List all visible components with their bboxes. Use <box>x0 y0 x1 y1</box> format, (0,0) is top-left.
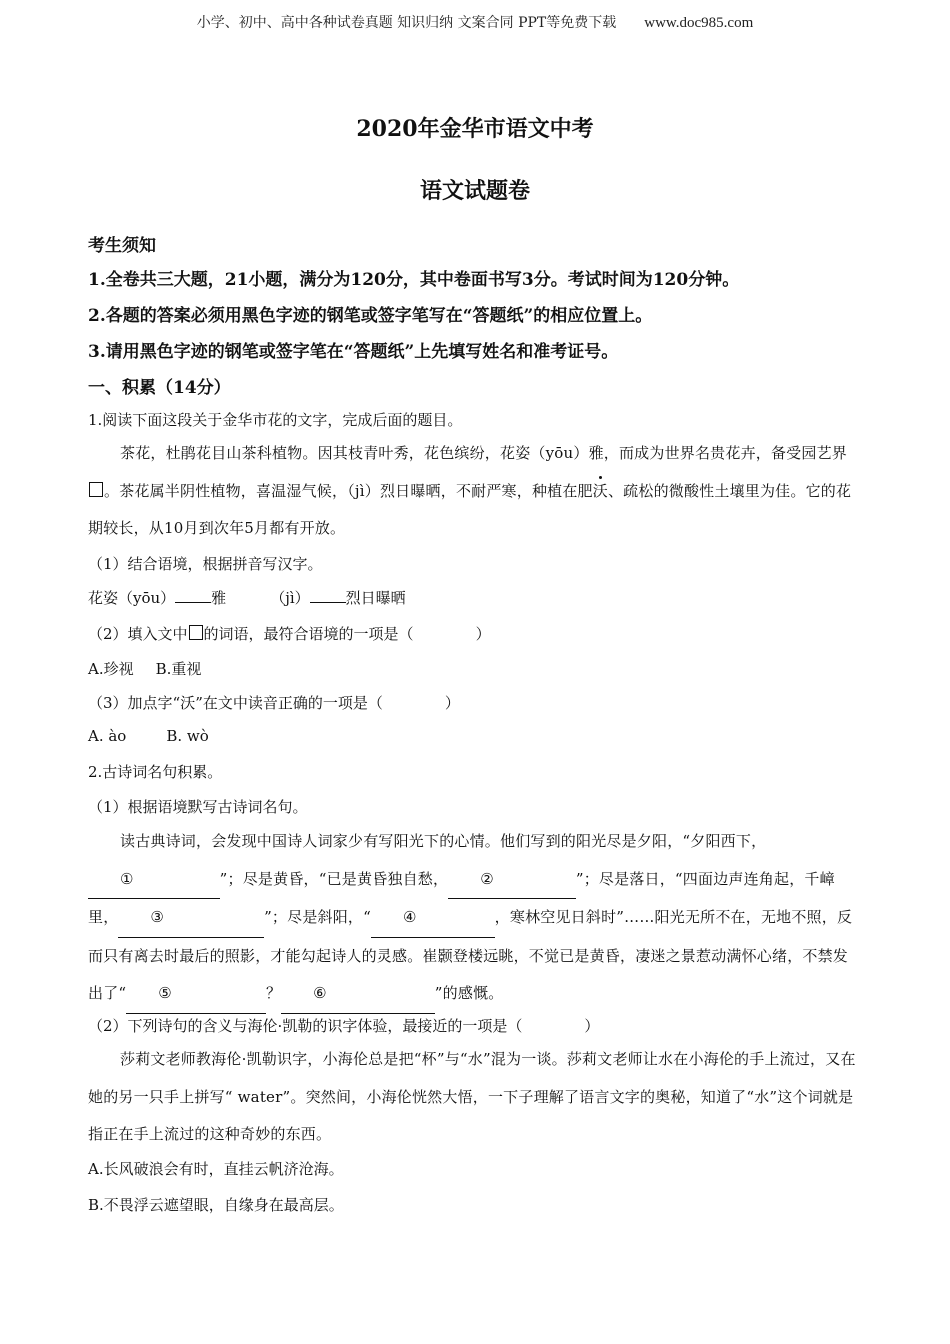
question-1-stem: 1.阅读下面这段关于金华市花的文字，完成后面的题目。 <box>88 411 463 429</box>
question-1-sub3-options: A. ào B. wò <box>88 727 209 745</box>
blank-4[interactable]: ④ <box>371 899 495 938</box>
question-2-sub1: （1）根据语境默写古诗词名句。 <box>88 798 308 816</box>
notice-item: 1.全卷共三大题，21小题，满分为120分，其中卷面书写3分。考试时间为120分钟。 <box>88 270 740 290</box>
blank-1[interactable]: ① <box>88 861 220 900</box>
header-url[interactable]: www.doc985.com <box>644 15 754 31</box>
blank-box <box>89 482 103 497</box>
blank-2[interactable]: ② <box>448 861 576 900</box>
question-2-passage: 读古典诗词，会发现中国诗人词家少有写阳光下的心情。他们写到的阳光尽是夕阳，“夕阳西下，① ”；尽是黄昏，“已是黄昏独自愁， ② ”；尽是落日，“四面边声连角起，千嶂里， ③ ”；尽是斜阳，“ ④ ，寒林空见日斜时”……阳光无所不在，无地不照，反而只有离去时最后的照影，才能勾起诗人的灵感。崔颢登楼远眺，不觉已是黄昏，凄迷之景惹动满怀心绪，不禁发出了“ ⑤ ？ ⑥ ”的感慨。 <box>88 823 862 1014</box>
blank-3[interactable]: ③ <box>118 899 264 938</box>
blank-6[interactable]: ⑥ <box>281 975 435 1014</box>
question-1-passage: 茶花，杜鹃花目山茶科植物。因其枝青叶秀，花色缤纷，花姿（yōu）雅，而成为世界名贵花卉，备受园艺界。茶花属半阴性植物，喜温湿气候，（jì）烈日曝晒，不耐严寒，种植在肥沃、疏松的微酸性土壤里为佳。它的花期较长，从10月到次年5月都有开放。 <box>88 444 852 537</box>
exam-title: 2020年金华市语文中考 <box>356 116 594 142</box>
notice-heading: 考生须知 <box>88 236 156 256</box>
question-1-sub1-answers: 花姿（yōu） 雅 （jì） 烈日曝晒 <box>88 589 406 607</box>
blank-box <box>189 625 203 640</box>
blank-5[interactable]: ⑤ <box>126 975 266 1014</box>
answer-blank[interactable] <box>310 587 346 603</box>
question-1-sub1: （1）结合语境，根据拼音写汉字。 <box>88 555 323 573</box>
question-2-sub2: （2）下列诗句的含义与海伦·凯勒的识字体验，最接近的一项是（ ） <box>88 1017 600 1035</box>
question-2-passage2: 莎莉文老师教海伦·凯勒识字，小海伦总是把“杯”与“水”混为一谈。莎莉文老师让水在小海伦的手上流过，又在她的另一只手上拼写“ water”。突然间，小海伦恍然大悟，一下子理解了语言文字的奥秘，知道了“水”这个词就是指正在手上流过的这种奇妙的东西。 <box>88 1050 856 1143</box>
option-b: B.不畏浮云遮望眼，自缘身在最高层。 <box>88 1196 344 1214</box>
section-heading: 一、积累（14分） <box>88 378 231 398</box>
notice-item: 2.各题的答案必须用黑色字迹的钢笔或签字笔写在“答题纸”的相应位置上。 <box>88 306 653 326</box>
option-a: A.长风破浪会有时，直挂云帆济沧海。 <box>88 1160 344 1178</box>
exam-subtitle: 语文试题卷 <box>419 178 530 204</box>
page-header <box>0 12 950 32</box>
question-2-stem: 2.古诗词名句积累。 <box>88 763 223 781</box>
header-text: 小学、初中、高中各种试卷真题 知识归纳 文案合同 PPT等免费下载 <box>196 15 617 31</box>
question-1-sub2-options: A.珍视 B.重视 <box>88 660 202 678</box>
notice-item: 3.请用黑色字迹的钢笔或签字笔在“答题纸”上先填写姓名和准考证号。 <box>88 342 619 362</box>
dotted-char: 沃 <box>592 481 608 500</box>
question-1-sub3: （3）加点字“沃”在文中读音正确的一项是（ ） <box>88 694 460 712</box>
question-1-sub2: （2）填入文中 的词语，最符合语境的一项是（ ） <box>88 625 491 643</box>
answer-blank[interactable] <box>175 587 211 603</box>
